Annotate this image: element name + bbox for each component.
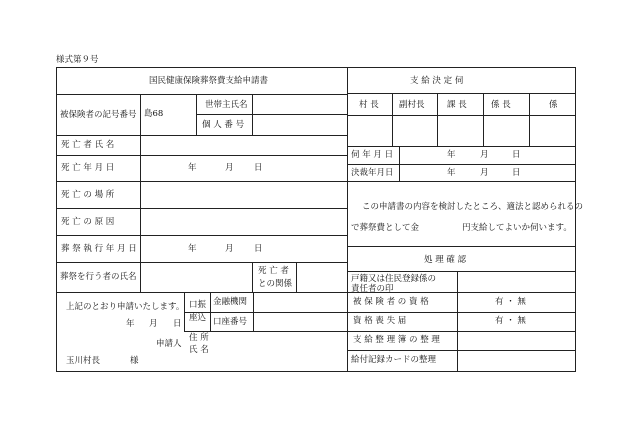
- relation-label-line1: 死 亡 者: [258, 266, 289, 276]
- name-label: 氏 名: [189, 345, 209, 355]
- householder-name-field[interactable]: [253, 95, 346, 114]
- insured-symbol-label: 被保険者の記号番号: [60, 110, 137, 120]
- death-date-day: 日: [254, 163, 263, 173]
- account-label: 口座番号: [213, 317, 248, 327]
- qualification-choice[interactable]: 有 ・ 無: [495, 297, 526, 307]
- personal-number-label: 個 人 番 号: [202, 120, 245, 130]
- review-text-line2a: で葬祭費として金: [351, 223, 420, 233]
- loss-choice[interactable]: 有 ・ 無: [495, 316, 526, 326]
- funeral-holder-label: 葬祭を行う者の氏名: [60, 272, 137, 282]
- applicant-label: 申請人: [156, 339, 182, 349]
- account-field[interactable]: [254, 313, 346, 330]
- addressee: 玉川村長: [66, 356, 101, 366]
- inquiry-date-label: 伺 年 月 日: [351, 150, 394, 160]
- address-label: 住 所: [189, 333, 209, 343]
- funeral-date-field[interactable]: [141, 236, 346, 261]
- decision-date-label: 決裁年月日: [351, 168, 394, 178]
- form-title: 国民健康保険葬祭費支給申請書: [149, 76, 269, 86]
- card-field[interactable]: [458, 351, 574, 370]
- death-date-month: 月: [225, 163, 234, 173]
- amount-field[interactable]: [422, 220, 462, 235]
- funeral-date-year: 年: [188, 244, 197, 254]
- decision-title: 支 給 決 定 伺: [410, 76, 464, 86]
- approval-deputy-head: 副村長: [399, 100, 425, 110]
- review-text-line2b: 円支給してよいか伺います。: [462, 223, 572, 233]
- decision-date-day: 日: [512, 168, 521, 178]
- insured-symbol-field[interactable]: 島68: [144, 109, 164, 119]
- stamp-section-chief[interactable]: [438, 116, 482, 145]
- decision-date-year: 年: [447, 168, 456, 178]
- stamp-deputy-head[interactable]: [393, 116, 436, 145]
- householder-name-label: 世帯主氏名: [205, 100, 248, 110]
- approval-section-chief: 課 長: [447, 100, 467, 110]
- card-label: 給付記録カードの整理: [351, 355, 437, 365]
- stamp-staff[interactable]: [530, 116, 574, 145]
- deceased-name-field[interactable]: [141, 136, 346, 154]
- decision-date-field[interactable]: [400, 165, 574, 180]
- apply-date-day: 日: [173, 319, 182, 329]
- bank-field[interactable]: [254, 293, 346, 311]
- approval-staff: 係: [549, 100, 558, 110]
- registry-label-line1: 戸籍又は住民登録係の: [351, 274, 437, 284]
- stamp-unit-chief[interactable]: [484, 116, 528, 145]
- deceased-name-label: 死 亡 者 氏 名: [61, 140, 115, 150]
- funeral-date-label: 葬 祭 執 行 年 月 日: [61, 244, 137, 254]
- transfer-label-line2: 座込: [189, 313, 207, 323]
- decision-date-month: 月: [480, 168, 489, 178]
- approval-unit-chief: 係 長: [491, 100, 511, 110]
- apply-statement: 上記のとおり申請いたします。: [66, 302, 185, 312]
- qualification-label: 被 保 険 者 の 資 格: [353, 297, 429, 307]
- funeral-date-month: 月: [225, 244, 234, 254]
- death-place-field[interactable]: [141, 182, 346, 207]
- death-date-label: 死 亡 年 月 日: [61, 163, 115, 173]
- death-date-field[interactable]: [141, 156, 346, 180]
- transfer-label-line1: 口振: [189, 300, 207, 310]
- death-place-label: 死 亡 の 場 所: [61, 190, 115, 200]
- death-cause-field[interactable]: [141, 209, 346, 234]
- relation-label-line2: との関係: [258, 279, 293, 289]
- form-number: 様式第９号: [56, 55, 99, 65]
- funeral-holder-field[interactable]: [141, 263, 252, 291]
- relation-field[interactable]: [297, 263, 346, 291]
- funeral-date-day: 日: [254, 244, 263, 254]
- death-cause-label: 死 亡 の 原 因: [61, 217, 115, 227]
- review-text-line1: この申請書の内容を検討したところ、適法と認められるの: [362, 202, 584, 212]
- applicant-field[interactable]: [212, 333, 346, 355]
- death-date-year: 年: [188, 163, 197, 173]
- processing-title: 処 理 確 認: [424, 255, 467, 265]
- approval-village-head: 村 長: [359, 100, 379, 110]
- bank-label: 金融機関: [213, 297, 248, 307]
- honorific: 様: [130, 356, 139, 366]
- personal-number-field[interactable]: [253, 115, 346, 134]
- inquiry-date-day: 日: [512, 150, 521, 160]
- registry-stamp-field[interactable]: [458, 272, 574, 291]
- loss-label: 資 格 喪 失 届: [353, 316, 407, 326]
- inquiry-date-month: 月: [480, 150, 489, 160]
- apply-date-month: 月: [149, 319, 158, 329]
- stamp-village-head[interactable]: [348, 116, 391, 145]
- registry-label-line2: 責任者の印: [351, 284, 394, 294]
- ledger-field[interactable]: [458, 332, 574, 349]
- inquiry-date-year: 年: [447, 150, 456, 160]
- inquiry-date-field[interactable]: [400, 147, 574, 163]
- ledger-label: 支 給 整 理 簿 の 整 理: [353, 335, 440, 345]
- apply-date-year: 年: [126, 319, 135, 329]
